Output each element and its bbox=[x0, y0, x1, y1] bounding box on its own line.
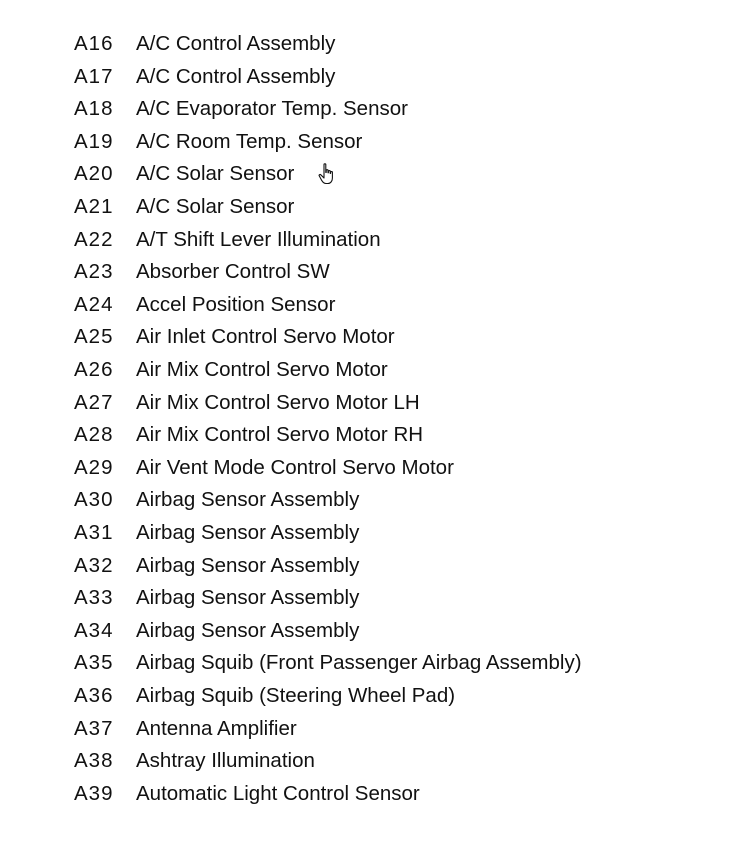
item-code: A34 bbox=[74, 618, 114, 642]
item-code: A27 bbox=[74, 390, 114, 414]
list-item bbox=[74, 158, 734, 191]
list-item bbox=[74, 452, 734, 485]
list-item bbox=[74, 289, 734, 322]
list-item bbox=[74, 745, 734, 778]
list-item bbox=[74, 712, 734, 745]
list-item bbox=[74, 191, 734, 224]
item-code: A21 bbox=[74, 195, 114, 219]
item-code: A24 bbox=[74, 292, 114, 316]
item-code: A29 bbox=[74, 455, 114, 479]
item-label: Airbag Sensor Assembly bbox=[136, 618, 360, 642]
item-code: A39 bbox=[74, 781, 114, 805]
item-label: A/C Room Temp. Sensor bbox=[136, 129, 363, 153]
item-code: A37 bbox=[74, 716, 114, 740]
item-code: A28 bbox=[74, 423, 114, 447]
list-item bbox=[74, 647, 734, 680]
component-index-list bbox=[74, 28, 734, 810]
item-code: A18 bbox=[74, 97, 114, 121]
list-item bbox=[74, 256, 734, 289]
list-item bbox=[74, 550, 734, 583]
item-label: A/C Solar Sensor bbox=[136, 162, 295, 186]
item-label: Air Inlet Control Servo Motor bbox=[136, 325, 395, 349]
item-code: A30 bbox=[74, 488, 114, 512]
list-item bbox=[74, 484, 734, 517]
item-code: A22 bbox=[74, 227, 114, 251]
item-code: A36 bbox=[74, 683, 114, 707]
list-item bbox=[74, 582, 734, 615]
item-label: Airbag Sensor Assembly bbox=[136, 488, 360, 512]
item-code: A33 bbox=[74, 586, 114, 610]
item-label: Air Mix Control Servo Motor bbox=[136, 357, 388, 381]
item-code: A25 bbox=[74, 325, 114, 349]
list-item bbox=[74, 387, 734, 420]
list-item bbox=[74, 224, 734, 257]
item-label: Air Mix Control Servo Motor RH bbox=[136, 423, 424, 447]
item-label: A/C Control Assembly bbox=[136, 64, 336, 88]
item-label: Antenna Amplifier bbox=[136, 716, 297, 740]
item-code: A31 bbox=[74, 520, 114, 544]
list-item bbox=[74, 126, 734, 159]
item-label: Airbag Squib (Front Passenger Airbag Assembly) bbox=[136, 651, 582, 675]
item-label: A/T Shift Lever Illumination bbox=[136, 227, 381, 251]
list-item bbox=[74, 321, 734, 354]
item-code: A32 bbox=[74, 553, 114, 577]
item-label: Automatic Light Control Sensor bbox=[136, 781, 420, 805]
list-item bbox=[74, 778, 734, 811]
item-label: Absorber Control SW bbox=[136, 260, 330, 284]
list-item bbox=[74, 517, 734, 550]
item-code: A23 bbox=[74, 260, 114, 284]
item-code: A38 bbox=[74, 749, 114, 773]
list-item bbox=[74, 93, 734, 126]
item-label: A/C Control Assembly bbox=[136, 32, 336, 56]
item-label: Ashtray Illumination bbox=[136, 749, 315, 773]
item-code: A19 bbox=[74, 129, 114, 153]
item-label: Airbag Squib (Steering Wheel Pad) bbox=[136, 683, 456, 707]
item-label: Airbag Sensor Assembly bbox=[136, 586, 360, 610]
item-label: Accel Position Sensor bbox=[136, 292, 336, 316]
item-code: A17 bbox=[74, 64, 114, 88]
item-label: A/C Evaporator Temp. Sensor bbox=[136, 97, 408, 121]
item-code: A16 bbox=[74, 32, 114, 56]
item-label: Airbag Sensor Assembly bbox=[136, 553, 360, 577]
item-label: Air Vent Mode Control Servo Motor bbox=[136, 455, 454, 479]
item-code: A26 bbox=[74, 357, 114, 381]
item-label: Air Mix Control Servo Motor LH bbox=[136, 390, 420, 414]
item-label: Airbag Sensor Assembly bbox=[136, 520, 360, 544]
list-item bbox=[74, 615, 734, 648]
list-item bbox=[74, 419, 734, 452]
item-label: A/C Solar Sensor bbox=[136, 195, 295, 219]
item-code: A35 bbox=[74, 651, 114, 675]
list-item bbox=[74, 28, 734, 61]
list-item bbox=[74, 680, 734, 713]
list-item bbox=[74, 61, 734, 94]
list-item bbox=[74, 354, 734, 387]
item-code: A20 bbox=[74, 162, 114, 186]
